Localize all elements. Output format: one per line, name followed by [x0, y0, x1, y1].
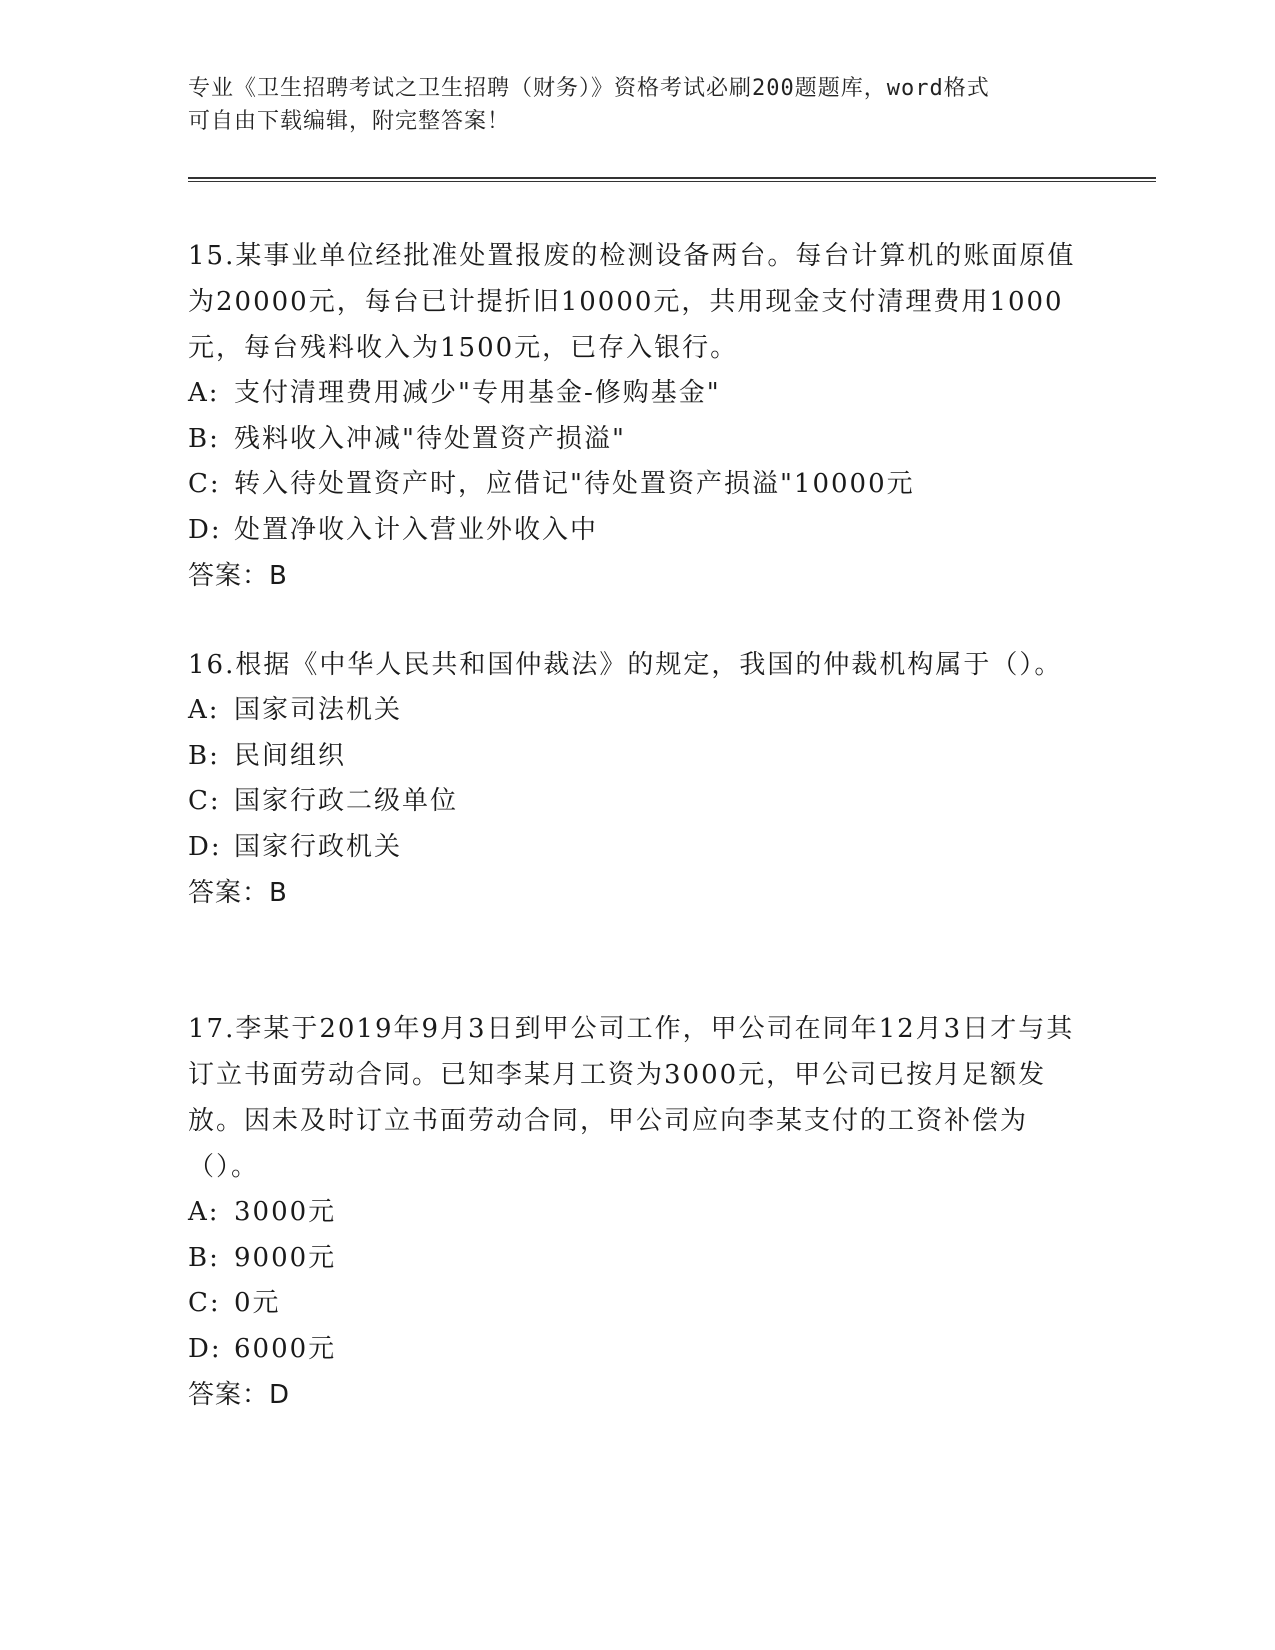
option-d: [188, 508, 1088, 554]
option-text: 支付清理费用减少"专用基金-修购基金": [234, 378, 721, 408]
option-text: 转入待处置资产时，应借记"待处置资产损溢"10000元: [234, 469, 915, 499]
option-text: 9000元: [234, 1242, 337, 1273]
question-stem: 16.根据《中华人民共和国仲裁法》的规定，我国的仲裁机构属于（）。: [188, 650, 1063, 680]
option-c: [188, 779, 1088, 825]
option-text: 残料收入冲减"待处置资产损溢": [234, 423, 626, 454]
option-a: [188, 371, 1088, 417]
option-letter: C:: [188, 786, 221, 816]
option-d: [188, 1327, 1088, 1373]
option-text: 民间组织: [234, 740, 347, 771]
option-text: 国家司法机关: [234, 695, 403, 725]
option-letter: D:: [188, 831, 222, 862]
question-17: [188, 1006, 1088, 1418]
option-text: 3000元: [234, 1197, 337, 1227]
option-a: [188, 688, 1088, 734]
question-stem: 17.李某于2019年9月3日到甲公司工作，甲公司在同年12月3日才与其订立书面劳动合同。已知李某月工资为3000元，甲公司已按月足额发放。因未及时订立书面劳动合同，甲公司应向李某支付的工资补偿为（）。: [188, 1014, 1075, 1182]
option-letter: B:: [188, 740, 220, 771]
option-text: 处置净收入计入营业外收入中: [234, 514, 599, 545]
question-15: [188, 233, 1088, 599]
option-letter: A:: [188, 378, 220, 408]
document-header: [188, 72, 1088, 138]
option-a: [188, 1190, 1088, 1236]
option-d: [188, 825, 1088, 871]
answer: 答案：B: [188, 561, 288, 591]
option-letter: A:: [188, 695, 220, 725]
option-text: 6000元: [234, 1333, 337, 1364]
option-c: [188, 462, 1088, 508]
option-letter: A:: [188, 1197, 220, 1227]
option-letter: C:: [188, 469, 221, 499]
option-letter: B:: [188, 423, 220, 454]
question-stem: 15.某事业单位经批准处置报废的检测设备两台。每台计算机的账面原值为20000元，每台已计提折旧10000元，共用现金支付清理费用1000元，每台残料收入为1500元，已存入银行。: [188, 241, 1076, 363]
header-line-2: 可自由下载编辑，附完整答案！: [188, 109, 511, 134]
option-letter: B:: [188, 1242, 220, 1273]
header-line-1: 专业《卫生招聘考试之卫生招聘（财务）》资格考试必刷200题题库，word格式: [188, 76, 990, 101]
option-b: [188, 1236, 1088, 1282]
option-text: 国家行政二级单位: [234, 786, 459, 816]
option-b: [188, 734, 1088, 780]
question-16: [188, 642, 1088, 916]
option-text: 0元: [234, 1288, 281, 1318]
answer: 答案：B: [188, 878, 288, 908]
answer: 答案：D: [188, 1380, 291, 1410]
option-text: 国家行政机关: [234, 831, 403, 862]
option-b: [188, 417, 1088, 463]
option-letter: D:: [188, 1333, 222, 1364]
option-letter: D:: [188, 514, 222, 545]
header-divider: [188, 177, 1156, 182]
option-letter: C:: [188, 1288, 221, 1318]
option-c: [188, 1281, 1088, 1327]
